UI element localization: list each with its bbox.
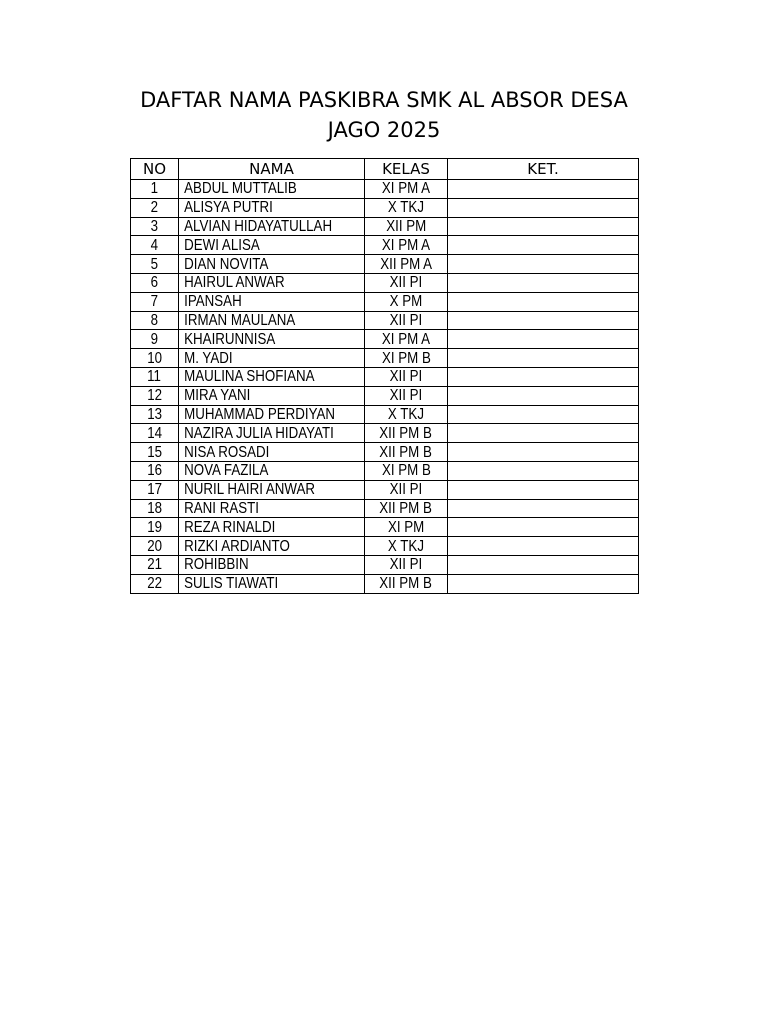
cell-nama-text: ABDUL MUTTALIB — [184, 180, 297, 198]
table-row — [131, 480, 639, 499]
cell-kelas — [365, 311, 448, 330]
cell-nama-text: RANI RASTI — [184, 499, 259, 517]
cell-nama — [179, 255, 365, 274]
cell-no-text: 1 — [150, 180, 159, 198]
cell-nama — [179, 180, 365, 199]
cell-nama-text: ROHIBBIN — [184, 556, 249, 574]
table-row — [131, 574, 639, 593]
cell-nama-text: RIZKI ARDIANTO — [184, 537, 290, 555]
cell-no-text: 14 — [147, 424, 162, 442]
table-row — [131, 443, 639, 462]
cell-nama — [179, 518, 365, 537]
cell-nama-text: DEWI ALISA — [184, 236, 260, 254]
cell-nama-text: MUHAMMAD PERDIYAN — [184, 405, 335, 423]
cell-no — [131, 292, 179, 311]
cell-no — [131, 461, 179, 480]
table-row — [131, 386, 639, 405]
cell-kelas — [365, 198, 448, 217]
table-row — [131, 518, 639, 537]
table-body — [131, 180, 639, 594]
table-row — [131, 180, 639, 199]
table-row — [131, 555, 639, 574]
cell-kelas — [365, 255, 448, 274]
table-row — [131, 198, 639, 217]
cell-nama — [179, 217, 365, 236]
column-header-kelas: KELAS — [365, 159, 448, 180]
cell-ket — [448, 386, 639, 405]
column-header-nama: NAMA — [179, 159, 365, 180]
cell-nama-text: DIAN NOVITA — [184, 255, 269, 273]
cell-no-text: 3 — [150, 217, 159, 235]
table-row — [131, 537, 639, 556]
cell-kelas — [365, 273, 448, 292]
cell-nama — [179, 574, 365, 593]
table-row — [131, 367, 639, 386]
table-row — [131, 330, 639, 349]
cell-no — [131, 311, 179, 330]
cell-no — [131, 273, 179, 292]
cell-nama-text: MIRA YANI — [184, 387, 251, 405]
cell-nama-text: IPANSAH — [184, 293, 242, 311]
cell-kelas-text: XI PM B — [381, 462, 431, 480]
cell-nama-text: KHAIRUNNISA — [184, 330, 276, 348]
cell-nama — [179, 461, 365, 480]
cell-no-text: 4 — [150, 236, 159, 254]
cell-kelas-text: X TKJ — [387, 405, 425, 423]
cell-kelas — [365, 292, 448, 311]
cell-kelas — [365, 424, 448, 443]
cell-ket — [448, 443, 639, 462]
cell-no — [131, 537, 179, 556]
cell-nama — [179, 198, 365, 217]
cell-nama-text: ALISYA PUTRI — [184, 199, 273, 217]
cell-kelas — [365, 180, 448, 199]
cell-nama — [179, 499, 365, 518]
cell-no-text: 8 — [150, 311, 159, 329]
cell-nama — [179, 236, 365, 255]
cell-nama — [179, 386, 365, 405]
cell-kelas-text: X TKJ — [387, 537, 425, 555]
cell-no — [131, 217, 179, 236]
cell-kelas-text: XII PM B — [379, 499, 433, 517]
cell-no-text: 13 — [147, 405, 162, 423]
cell-no-text: 15 — [147, 443, 162, 461]
table-row — [131, 273, 639, 292]
cell-nama-text: M. YADI — [184, 349, 233, 367]
table-row — [131, 255, 639, 274]
cell-nama — [179, 480, 365, 499]
cell-no — [131, 236, 179, 255]
cell-kelas-text: XII PI — [389, 387, 423, 405]
cell-kelas — [365, 349, 448, 368]
column-header-no: NO — [131, 159, 179, 180]
cell-ket — [448, 311, 639, 330]
cell-no — [131, 405, 179, 424]
cell-kelas-text: X PM — [389, 293, 423, 311]
cell-kelas-text: X TKJ — [387, 199, 425, 217]
cell-no-text: 10 — [147, 349, 162, 367]
cell-kelas-text: XI PM A — [381, 236, 431, 254]
cell-kelas-text: XI PM — [387, 518, 425, 536]
cell-nama — [179, 405, 365, 424]
cell-no — [131, 574, 179, 593]
cell-ket — [448, 555, 639, 574]
cell-no-text: 2 — [150, 199, 159, 217]
cell-kelas-text: XII PI — [389, 481, 423, 499]
cell-kelas-text: XI PM B — [381, 349, 431, 367]
cell-no-text: 16 — [147, 462, 162, 480]
cell-ket — [448, 236, 639, 255]
cell-kelas — [365, 367, 448, 386]
cell-ket — [448, 461, 639, 480]
cell-kelas — [365, 405, 448, 424]
cell-kelas-text: XII PM B — [379, 443, 433, 461]
member-table — [130, 158, 639, 594]
cell-kelas — [365, 537, 448, 556]
cell-kelas — [365, 480, 448, 499]
cell-kelas — [365, 217, 448, 236]
cell-ket — [448, 349, 639, 368]
cell-ket — [448, 518, 639, 537]
cell-nama — [179, 349, 365, 368]
cell-kelas — [365, 499, 448, 518]
cell-nama — [179, 537, 365, 556]
cell-kelas — [365, 555, 448, 574]
cell-no — [131, 443, 179, 462]
cell-kelas-text: XI PM A — [381, 180, 431, 198]
cell-kelas-text: XII PM — [385, 217, 426, 235]
cell-no-text: 21 — [147, 556, 162, 574]
cell-ket — [448, 330, 639, 349]
table-row — [131, 217, 639, 236]
cell-nama-text: ALVIAN HIDAYATULLAH — [184, 217, 333, 235]
cell-no-text: 6 — [150, 274, 159, 292]
table-row — [131, 461, 639, 480]
cell-nama-text: NOVA FAZILA — [184, 462, 269, 480]
cell-no — [131, 424, 179, 443]
cell-ket — [448, 499, 639, 518]
cell-kelas — [365, 443, 448, 462]
cell-ket — [448, 480, 639, 499]
table-row — [131, 311, 639, 330]
cell-ket — [448, 198, 639, 217]
document-title-line-2: JAGO 2025 — [327, 118, 441, 142]
cell-nama-text: NURIL HAIRI ANWAR — [184, 481, 316, 499]
cell-kelas-text: XII PI — [389, 274, 423, 292]
cell-ket — [448, 292, 639, 311]
table-row — [131, 499, 639, 518]
cell-kelas-text: XII PM B — [379, 575, 433, 593]
cell-ket — [448, 405, 639, 424]
cell-ket — [448, 180, 639, 199]
cell-ket — [448, 217, 639, 236]
cell-no — [131, 330, 179, 349]
cell-ket — [448, 537, 639, 556]
cell-no — [131, 198, 179, 217]
cell-kelas-text: XI PM A — [381, 330, 431, 348]
cell-nama-text: IRMAN MAULANA — [184, 311, 296, 329]
cell-no — [131, 349, 179, 368]
cell-kelas-text: XII PM A — [380, 255, 432, 273]
cell-nama — [179, 273, 365, 292]
cell-kelas — [365, 236, 448, 255]
cell-no — [131, 499, 179, 518]
table-header-row — [131, 159, 639, 180]
table-row — [131, 236, 639, 255]
cell-ket — [448, 367, 639, 386]
cell-no-text: 17 — [147, 481, 162, 499]
cell-kelas-text: XII PM B — [379, 424, 433, 442]
cell-no-text: 11 — [147, 368, 162, 386]
cell-ket — [448, 424, 639, 443]
cell-nama-text: REZA RINALDI — [184, 518, 276, 536]
cell-no — [131, 386, 179, 405]
cell-no — [131, 518, 179, 537]
cell-no-text: 12 — [147, 387, 162, 405]
cell-no — [131, 480, 179, 499]
cell-no-text: 9 — [150, 330, 159, 348]
cell-no — [131, 367, 179, 386]
cell-kelas-text: XII PI — [389, 311, 423, 329]
cell-kelas-text: XII PI — [389, 368, 423, 386]
cell-no — [131, 180, 179, 199]
cell-nama — [179, 443, 365, 462]
cell-nama — [179, 424, 365, 443]
table-row — [131, 292, 639, 311]
cell-kelas — [365, 518, 448, 537]
table-row — [131, 349, 639, 368]
table-row — [131, 405, 639, 424]
document-title-line-1: DAFTAR NAMA PASKIBRA SMK AL ABSOR DESA — [140, 88, 628, 112]
cell-kelas-text: XII PI — [389, 556, 423, 574]
cell-no-text: 7 — [150, 293, 159, 311]
cell-ket — [448, 255, 639, 274]
cell-kelas — [365, 574, 448, 593]
cell-nama — [179, 292, 365, 311]
cell-nama-text: SULIS TIAWATI — [184, 575, 279, 593]
cell-kelas — [365, 330, 448, 349]
cell-nama-text: NISA ROSADI — [184, 443, 270, 461]
cell-ket — [448, 574, 639, 593]
cell-nama-text: HAIRUL ANWAR — [184, 274, 285, 292]
cell-no-text: 22 — [147, 575, 162, 593]
cell-no-text: 20 — [147, 537, 162, 555]
cell-no — [131, 555, 179, 574]
cell-kelas — [365, 461, 448, 480]
cell-no-text: 5 — [150, 255, 159, 273]
cell-nama-text: MAULINA SHOFIANA — [184, 368, 315, 386]
cell-no-text: 19 — [147, 518, 162, 536]
cell-nama — [179, 311, 365, 330]
table-row — [131, 424, 639, 443]
cell-nama — [179, 330, 365, 349]
cell-no-text: 18 — [147, 499, 162, 517]
cell-no — [131, 255, 179, 274]
cell-nama-text: NAZIRA JULIA HIDAYATI — [184, 424, 334, 442]
cell-nama — [179, 555, 365, 574]
cell-kelas — [365, 386, 448, 405]
cell-nama — [179, 367, 365, 386]
column-header-ket: KET. — [448, 159, 639, 180]
cell-ket — [448, 273, 639, 292]
